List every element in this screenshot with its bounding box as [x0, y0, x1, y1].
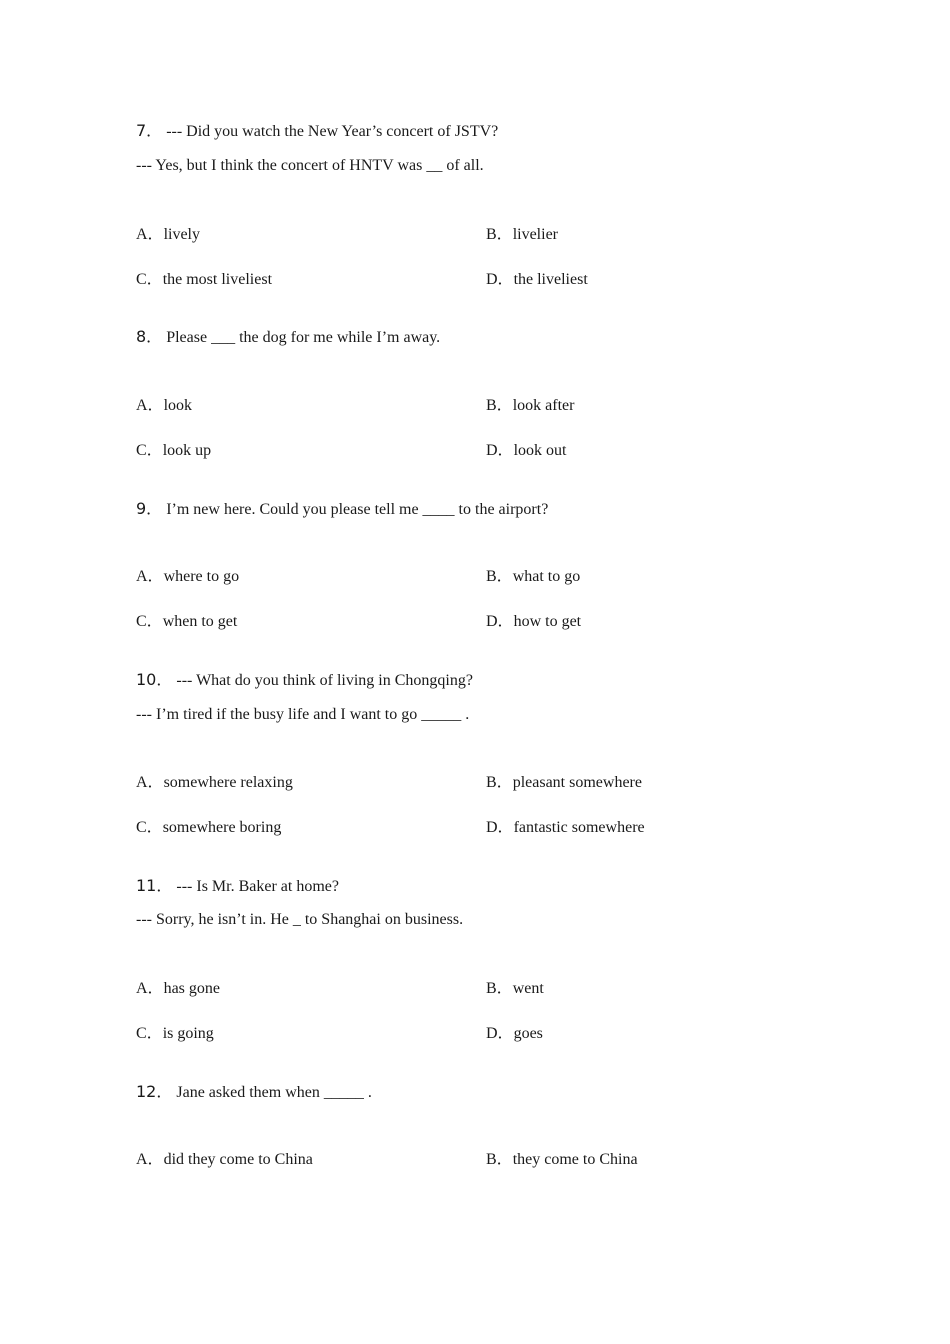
question-9-stem	[136, 499, 548, 520]
question-8-stem	[136, 327, 440, 348]
question-10-option-c[interactable]: C．somewhere boring	[136, 819, 282, 836]
question-number: 8．	[136, 327, 163, 346]
question-number: 9．	[136, 499, 163, 518]
question-number: 10．	[136, 670, 173, 689]
question-9-option-c[interactable]: C．when to get	[136, 613, 238, 630]
question-10-stem	[136, 670, 473, 691]
question-number: 11．	[136, 876, 173, 895]
question-11-line-2: --- Sorry, he isn’t in. He _ to Shanghai on business.	[136, 911, 464, 928]
question-7-stem	[136, 121, 498, 142]
question-10-option-a[interactable]: A．somewhere relaxing	[136, 774, 293, 791]
question-text: Jane asked them when _____ .	[176, 1084, 372, 1101]
question-9-option-a[interactable]: A．where to go	[136, 568, 240, 585]
question-11-option-b[interactable]: B．went	[486, 980, 544, 997]
question-8-option-c[interactable]: C．look up	[136, 442, 212, 459]
question-7-option-c[interactable]: C．the most liveliest	[136, 271, 273, 288]
question-11-option-a[interactable]: A．has gone	[136, 980, 220, 997]
question-8-option-b[interactable]: B．look after	[486, 397, 575, 414]
question-9-option-d[interactable]: D．how to get	[486, 613, 582, 630]
question-12-option-a[interactable]: A．did they come to China	[136, 1151, 313, 1168]
question-11-option-c[interactable]: C．is going	[136, 1025, 214, 1042]
question-number: 12．	[136, 1082, 173, 1101]
question-text: --- Did you watch the New Year’s concert of JSTV?	[166, 123, 499, 140]
question-number: 7．	[136, 121, 163, 140]
question-12-stem	[136, 1082, 372, 1103]
question-text: I’m new here. Could you please tell me ____ to the airport?	[166, 501, 549, 518]
question-text: --- Is Mr. Baker at home?	[176, 878, 339, 895]
question-7-option-d[interactable]: D．the liveliest	[486, 271, 588, 288]
question-11-stem	[136, 876, 339, 897]
question-12-option-b[interactable]: B．they come to China	[486, 1151, 638, 1168]
question-7-option-b[interactable]: B．livelier	[486, 226, 558, 243]
question-10-line-2: --- I’m tired if the busy life and I want to go _____ .	[136, 706, 470, 723]
question-9-option-b[interactable]: B．what to go	[486, 568, 581, 585]
question-text: --- What do you think of living in Chongqing?	[176, 672, 473, 689]
question-11-option-d[interactable]: D．goes	[486, 1025, 543, 1042]
question-8-option-d[interactable]: D．look out	[486, 442, 567, 459]
question-8-option-a[interactable]: A．look	[136, 397, 193, 414]
question-7-line-2: --- Yes, but I think the concert of HNTV was __ of all.	[136, 157, 484, 174]
question-10-option-d[interactable]: D．fantastic somewhere	[486, 819, 645, 836]
question-10-option-b[interactable]: B．pleasant somewhere	[486, 774, 642, 791]
question-text: Please ___ the dog for me while I’m away.	[166, 329, 441, 346]
question-7-option-a[interactable]: A．lively	[136, 226, 200, 243]
